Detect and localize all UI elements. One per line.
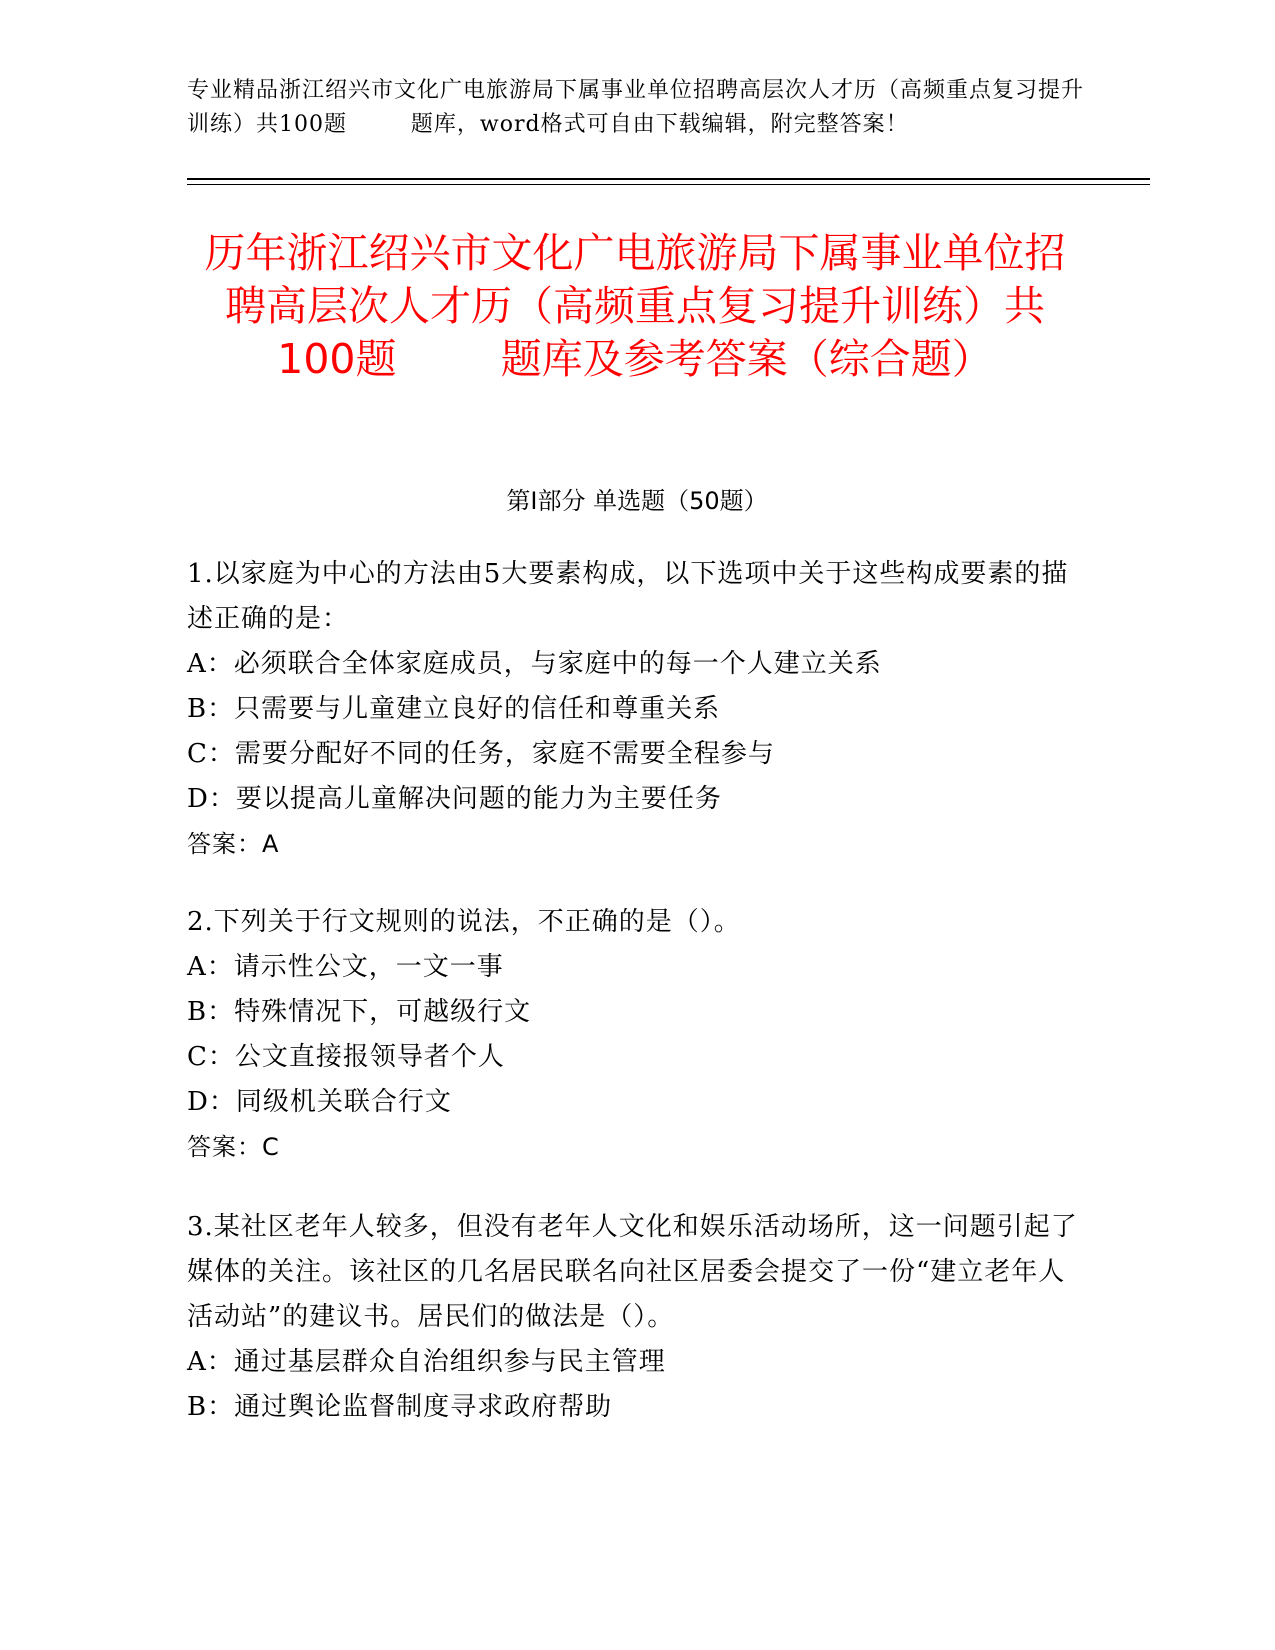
document-title: 历年浙江绍兴市文化广电旅游局下属事业单位招聘高层次人才历（高频重点复习提升训练）共100题 题库及参考答案（综合题） <box>204 229 1066 383</box>
answer: 答案：C <box>187 1133 280 1161</box>
header-text: 专业精品浙江绍兴市文化广电旅游局下属事业单位招聘高层次人才历（高频重点复习提升训练）共100题 题库，word格式可自由下载编辑，附完整答案！ <box>187 78 1085 137</box>
question-stem: 3.某社区老年人较多，但没有老年人文化和娱乐活动场所，这一问题引起了媒体的关注。该社区的几名居民联名向社区居委会提交了一份“建立老年人活动站”的建议书。居民们的做法是（）。 <box>187 1212 1078 1332</box>
option-b: B：特殊情况下，可越级行文 <box>187 997 532 1027</box>
answer: 答案：A <box>187 830 280 858</box>
option-d: D：要以提高儿童解决问题的能力为主要任务 <box>187 784 722 814</box>
option-a: A：必须联合全体家庭成员，与家庭中的每一个人建立关系 <box>187 649 882 679</box>
option-a: A：通过基层群众自治组织参与民主管理 <box>187 1347 666 1377</box>
option-b: B：通过舆论监督制度寻求政府帮助 <box>187 1392 613 1422</box>
question-2 <box>187 900 1087 1170</box>
question-stem: 1.以家庭为中心的方法由5大要素构成，以下选项中关于这些构成要素的描述正确的是： <box>187 559 1069 634</box>
option-b: B：只需要与儿童建立良好的信任和尊重关系 <box>187 694 721 724</box>
question-1 <box>187 552 1087 867</box>
option-d: D：同级机关联合行文 <box>187 1087 452 1117</box>
question-stem: 2.下列关于行文规则的说法，不正确的是（）。 <box>187 907 741 937</box>
header-divider-thin <box>187 184 1150 185</box>
question-3 <box>187 1205 1087 1430</box>
option-c: C：需要分配好不同的任务，家庭不需要全程参与 <box>187 739 775 769</box>
section-heading: 第I部分 单选题（50题） <box>506 487 768 515</box>
option-a: A：请示性公文，一文一事 <box>187 952 504 982</box>
option-c: C：公文直接报领导者个人 <box>187 1042 505 1072</box>
header-divider-thick <box>187 178 1150 180</box>
